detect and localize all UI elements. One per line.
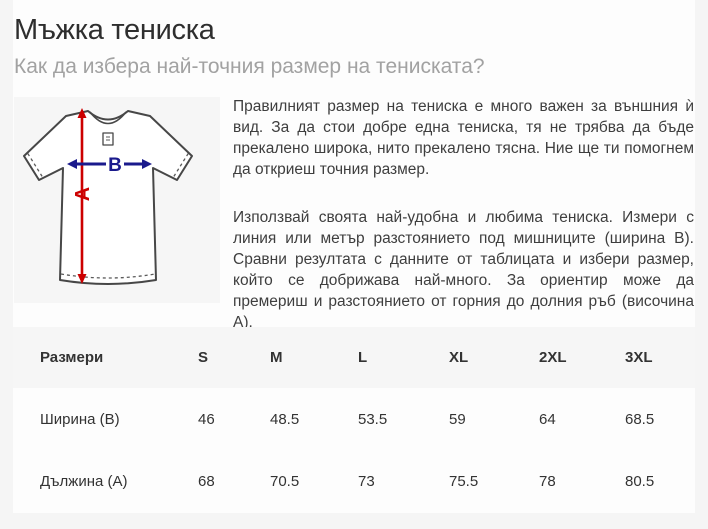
content-card (13, 0, 695, 513)
width-label: B (108, 155, 122, 176)
cell-value: 80.5 (625, 472, 655, 490)
table-row-length (13, 450, 695, 512)
cell-value: 48.5 (270, 410, 300, 428)
length-label: A (72, 186, 94, 202)
column-header-m: M (270, 349, 283, 366)
column-header-2xl: 2XL (539, 349, 567, 366)
size-guide-figure (14, 97, 220, 303)
row-label: Ширина (B) (40, 410, 120, 428)
intro-paragraph-1: Правилният размер на тениска е много важен за външния ѝ вид. За да стои добре една тениска, тя не трябва да бъде прекалено широка, нито прекалено тясна. Ние ще ти помогнем да откриеш точния размер. (233, 98, 694, 178)
cell-value: 59 (449, 410, 466, 428)
column-header-sizes: Размери (40, 349, 104, 366)
size-table-header-row (13, 327, 695, 388)
cell-value: 46 (198, 410, 215, 428)
intro-text (233, 96, 694, 354)
cell-value: 70.5 (270, 472, 300, 490)
intro-paragraph-2: Използвай своята най-удобна и любима тениска. Измери с линия или метър разстоянието под мишниците (ширина B). Сравни резултата с данните от таблицата и избери размер, който се добрижава най-много. За ориентир може да премериш и разстоянието от горния до долния ръб (височина A). (233, 209, 694, 331)
cell-value: 68.5 (625, 410, 655, 428)
table-row-width (13, 388, 695, 450)
cell-value: 53.5 (358, 410, 388, 428)
cell-value: 75.5 (449, 472, 479, 490)
size-table (13, 327, 695, 512)
page-title: Мъжка тениска (14, 14, 215, 46)
cell-value: 68 (198, 472, 215, 490)
cell-value: 64 (539, 410, 556, 428)
cell-value: 78 (539, 472, 556, 490)
column-header-3xl: 3XL (625, 349, 653, 366)
column-header-s: S (198, 349, 209, 366)
tshirt-diagram (14, 97, 220, 303)
page-subtitle: Как да избера най-точния размер на тениската? (14, 55, 485, 78)
column-header-l: L (358, 349, 368, 366)
cell-value: 73 (358, 472, 375, 490)
column-header-xl: XL (449, 349, 469, 366)
row-label: Дължина (A) (40, 472, 128, 490)
